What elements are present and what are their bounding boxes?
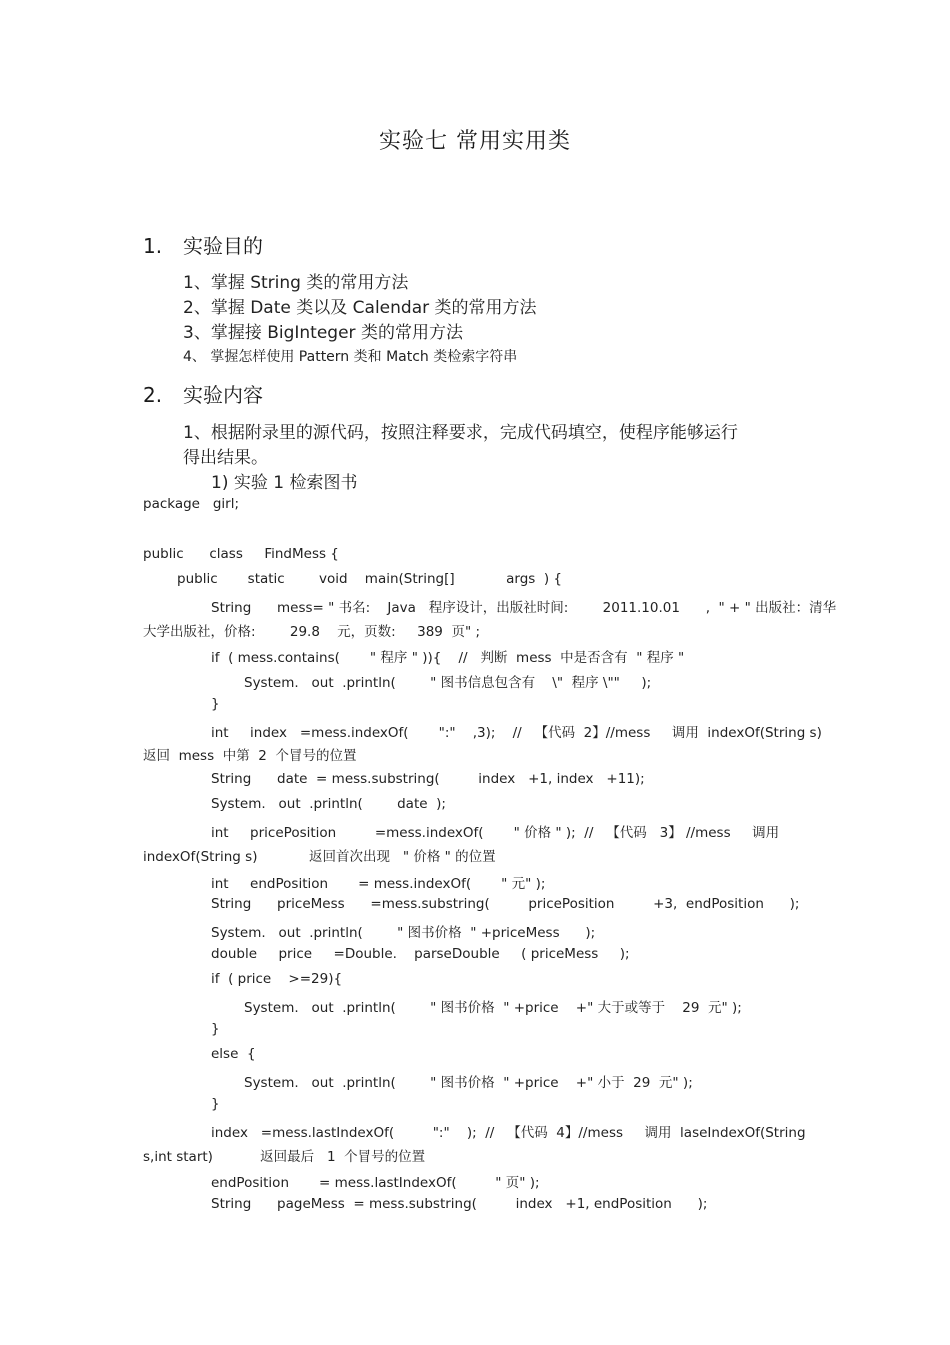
code-line: public class FindMess { [143,546,339,562]
code-line: String mess= " 书名: Java 程序设计，出版社时间: 2011.10.01 , " + " 出版社：清华 [211,600,837,616]
experiment-subheading: 1) 实验 1 检索图书 [211,473,358,493]
code-line: String date = mess.substring( index +1, index +11); [211,771,645,787]
code-line: 返回 mess 中第 2 个冒号的位置 [143,748,357,764]
code-line: System. out .println( " 图书信息包含有 \" 程序 \"" ); [244,675,652,691]
code-line: } [211,1021,220,1037]
section-heading-content [143,379,263,408]
objective-item: 2、掌握 Date 类以及 Calendar 类的常用方法 [183,298,537,318]
code-line: package girl; [143,496,240,512]
code-line: indexOf(String s) 返回首次出现 " 价格 " 的位置 [143,849,496,865]
code-line: if ( mess.contains( " 程序 " )){ // 判断 mess 中是否含有 " 程序 " [211,650,685,666]
code-line: } [211,1096,220,1112]
section-title: 实验目的 [183,234,263,258]
code-line: endPosition = mess.lastIndexOf( " 页" ); [211,1175,540,1191]
content-paragraph-line: 得出结果。 [183,448,268,468]
section-number: 2. [143,383,163,407]
code-line: } [211,696,220,712]
document-title: 实验七 常用实用类 [379,129,571,154]
code-line: double price =Double. parseDouble ( priceMess ); [211,946,630,962]
objective-item: 1、掌握 String 类的常用方法 [183,273,409,293]
code-line: 大学出版社，价格: 29.8 元，页数: 389 页" ; [143,624,481,640]
code-line: public static void main(String[] args ) { [177,571,563,587]
content-paragraph-line: 1、根据附录里的源代码，按照注释要求，完成代码填空，使程序能够运行 [183,423,738,443]
code-line: s,int start) 返回最后 1 个冒号的位置 [143,1149,426,1165]
code-line: int index =mess.indexOf( ":" ,3); // 【代码 2】//mess 调用 indexOf(String s) [211,725,822,741]
code-line: int pricePosition =mess.indexOf( " 价格 " ); // 【代码 3】 //mess 调用 [211,825,780,841]
code-line: System. out .println( date ); [211,796,446,812]
code-line: index =mess.lastIndexOf( ":" ); // 【代码 4】//mess 调用 laseIndexOf(String [211,1125,806,1141]
code-line: System. out .println( " 图书价格 " +priceMess ); [211,925,596,941]
code-line: System. out .println( " 图书价格 " +price +" 大于或等于 29 元" ); [244,1000,742,1016]
code-line: String pageMess = mess.substring( index +1, endPosition ); [211,1196,708,1212]
code-line: else { [211,1046,256,1062]
code-line: int endPosition = mess.indexOf( " 元" ); [211,876,546,892]
section-number: 1. [143,234,163,258]
code-line: if ( price >=29){ [211,971,343,987]
code-line: String priceMess =mess.substring( pricePosition +3, endPosition ); [211,896,800,912]
objective-item: 3、掌握接 BigInteger 类的常用方法 [183,323,463,343]
section-heading-objectives [143,230,263,259]
objective-item: 4、 掌握怎样使用 Pattern 类和 Match 类检索字符串 [183,349,518,365]
code-line: System. out .println( " 图书价格 " +price +" 小于 29 元" ); [244,1075,693,1091]
section-title: 实验内容 [183,383,263,407]
